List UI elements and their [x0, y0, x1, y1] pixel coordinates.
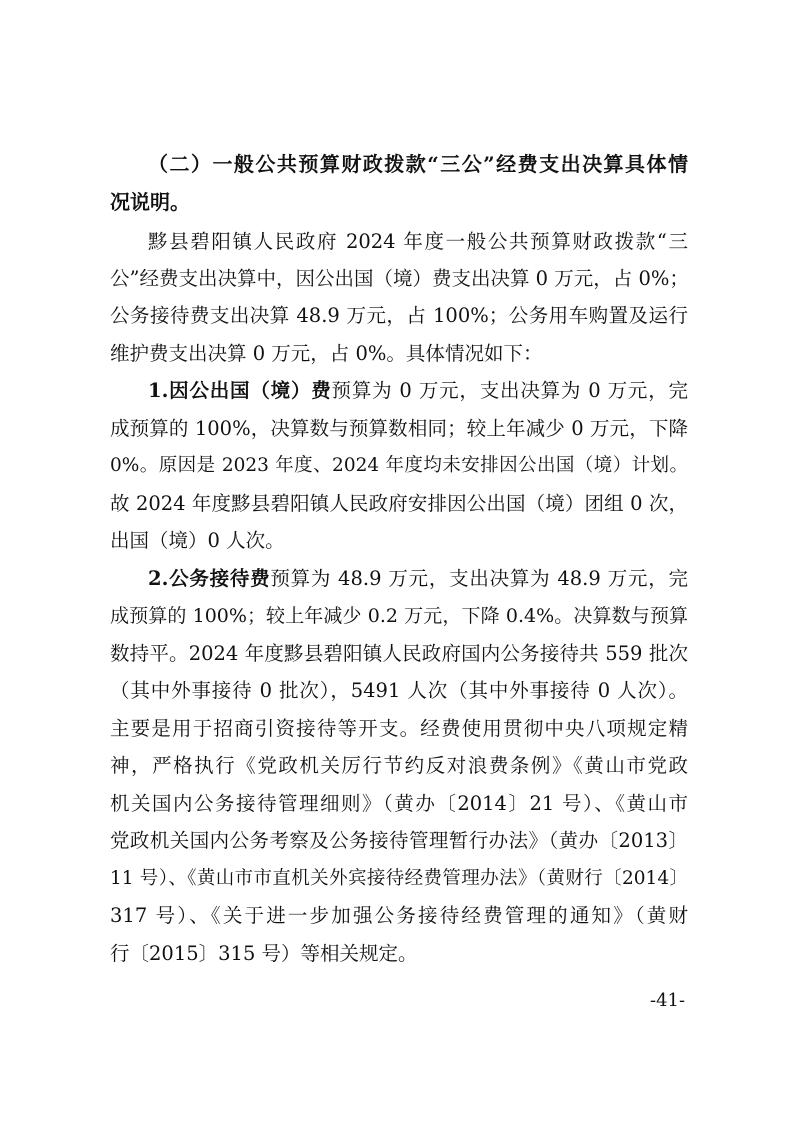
item1-title: 1.因公出国（境）费: [148, 379, 332, 402]
item1-line-1: [148, 373, 688, 409]
item1-line-2: 成预算的 100%，决算数与预算数相同；较上年减少 0 万元，下降: [110, 417, 688, 440]
item1-line-4: 故 2024 年度黟县碧阳镇人民政府安排因公出国（境）团组 0 次，: [110, 492, 688, 515]
item2-line-1: [148, 561, 688, 597]
item1-line-5: 出国（境）0 人次。: [110, 529, 285, 552]
summary-line-3: 公务接待费支出决算 48.9 万元，占 100%；公务用车购置及运行: [110, 304, 688, 327]
summary-line-4: 维护费支出决算 0 万元，占 0%。具体情况如下：: [110, 342, 543, 365]
item2-line-3: 数持平。2024 年度黟县碧阳镇人民政府国内公务接待共 559 批次: [110, 642, 688, 665]
page-number: -41-: [650, 990, 686, 1011]
summary-line-1: 黟县碧阳镇人民政府 2024 年度一般公共预算财政拨款“三: [148, 230, 688, 253]
item2-line-6: 神，严格执行《党政机关厉行节约反对浪费条例》《黄山市党政: [110, 754, 688, 777]
item2-line-5: 主要是用于招商引资接待等开支。经费使用贯彻中央八项规定精: [110, 717, 688, 740]
item1-line-1-text: 预算为 0 万元，支出决算为 0 万元，完: [331, 379, 689, 402]
item2-line-11: 行〔2015〕315 号）等相关规定。: [110, 942, 418, 965]
item2-line-8: 党政机关国内公务考察及公务接待管理暂行办法》（黄办〔2013〕: [110, 829, 688, 852]
item2-line-1-text: 预算为 48.9 万元，支出决算为 48.9 万元，完: [270, 567, 688, 590]
section-heading-line-2: 况说明。: [110, 190, 190, 214]
item2-line-4: （其中外事接待 0 批次），5491 人次（其中外事接待 0 人次）。: [110, 679, 688, 702]
summary-line-2: 公”经费支出决算中，因公出国（境）费支出决算 0 万元，占 0%；: [110, 267, 689, 290]
item1-line-3: 0%。原因是 2023 年度、2024 年度均未安排因公出国（境）计划。: [110, 455, 688, 476]
item2-line-10: 317 号）、《关于进一步加强公务接待经费管理的通知》（黄财: [110, 904, 688, 927]
item2-line-9: 11 号）、《黄山市市直机关外宾接待经费管理办法》（黄财行〔2014〕: [110, 868, 688, 889]
item2-title: 2.公务接待费: [148, 567, 271, 590]
item2-line-2: 成预算的 100%；较上年减少 0.2 万元，下降 0.4%。决算数与预算: [110, 605, 688, 627]
section-heading-line-1: （二）一般公共预算财政拨款“三公”经费支出决算具体情: [148, 152, 688, 176]
item2-line-7: 机关国内公务接待管理细则》（黄办〔2014〕21 号）、《黄山市: [110, 792, 688, 815]
